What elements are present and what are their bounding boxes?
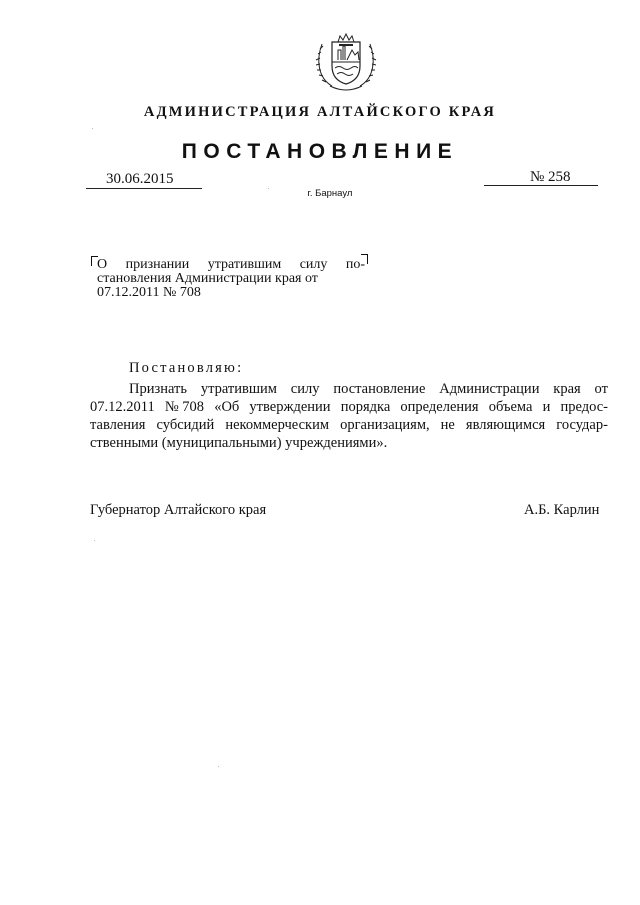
body-line-2 [90,398,608,416]
resolution-text [90,380,608,452]
body-word: тавления [90,417,146,433]
body-word: не [440,417,455,433]
body-line-4: ственными (муниципальными) учреждениями». [90,435,388,451]
document-number: № 258 [530,169,571,185]
body-word: от [594,381,608,397]
body-word: утратившим [200,381,277,397]
body-word: порядка [340,399,391,415]
body-word: являющимся [465,417,546,433]
organization-name: АДМИНИСТРАЦИЯ АЛТАЙСКОГО КРАЯ [143,104,497,120]
body-word: 07.12.2011 [90,399,155,415]
body-word: организациям, [340,417,430,433]
body-word: Признать [129,381,187,397]
subject-line-1 [97,258,365,272]
body-word: Администрации [439,381,540,397]
signatory-name: А.Б. Карлин [524,502,600,518]
body-word: объема [488,399,533,415]
body-word: края [553,381,581,397]
number-underline [484,185,598,186]
body-word: утверждении [249,399,331,415]
body-word: силу [290,381,320,397]
resolve-heading: Постановляю: [129,360,244,376]
body-word: № 708 [164,399,205,415]
document-type: ПОСТАНОВЛЕНИЕ [181,140,459,163]
city: г. Барнаул [307,188,353,199]
document-date: 30.06.2015 [106,171,174,187]
subject-line-2: становления Администрации края от [97,271,318,286]
body-word: субсидий [156,417,215,433]
body-word: государ- [556,417,608,433]
subject-word: утратившим [207,257,282,272]
signatory-title: Губернатор Алтайского края [90,502,267,518]
body-word: определения [400,399,479,415]
body-word: предос- [560,399,608,415]
body-line-1 [90,380,608,398]
subject-word: силу [299,257,328,272]
body-word: и [542,399,551,415]
scan-speck [94,540,95,541]
scan-speck [92,128,93,129]
subject-block [97,258,365,300]
subject-word: признании [125,257,190,272]
scan-speck [268,188,269,189]
subject-word: по- [345,257,365,272]
body-line-3 [90,416,608,434]
subject-word: О [97,257,108,272]
body-word: постановление [333,381,426,397]
altai-krai-coat-of-arms-icon [312,28,380,94]
body-word: некоммерческим [225,417,330,433]
body-word: «Об [214,399,240,415]
subject-line-3: 07.12.2011 № 708 [97,285,201,300]
scan-speck [218,766,219,767]
